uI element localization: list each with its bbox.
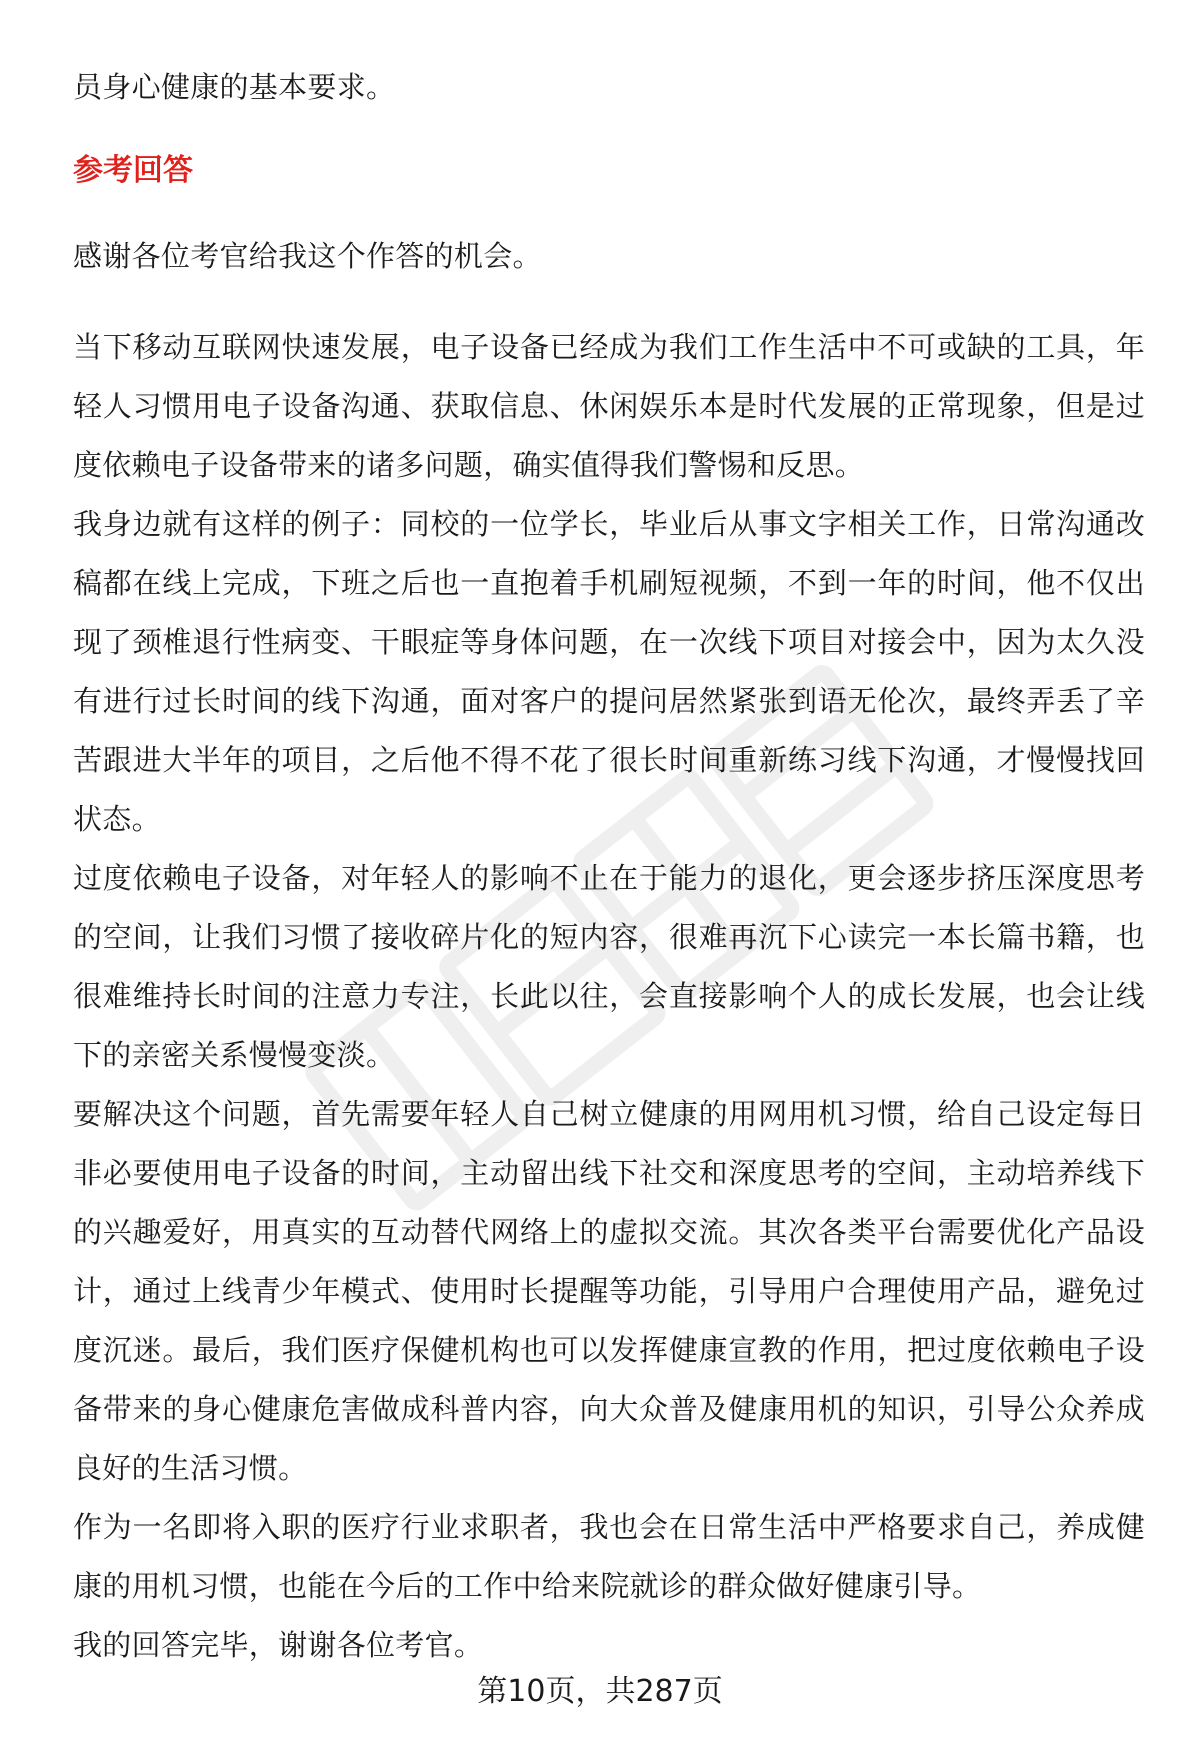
paragraph-greeting: 感谢各位考官给我这个作答的机会。: [73, 239, 542, 273]
section-heading: 参考回答: [73, 153, 193, 188]
intro-fragment: 员身心健康的基本要求。: [73, 70, 396, 104]
paragraph-background: 当下移动互联网快速发展，电子设备已经成为我们工作生活中不可或缺的工具，年轻人习惯用电子设备沟通、获取信息、休闲娱乐本是时代发展的正常现象，但是过度依赖电子设备带来的诸多问题，确实值得我们警惕和反思。: [73, 330, 1145, 482]
document-body: [73, 58, 1145, 1675]
paragraph-commitment: 作为一名即将入职的医疗行业求职者，我也会在日常生活中严格要求自己，养成健康的用机习惯，也能在今后的工作中给来院就诊的群众做好健康引导。: [73, 1510, 1145, 1603]
page-number: 第10页，共287页: [477, 1674, 723, 1709]
paragraph-example: 我身边就有这样的例子：同校的一位学长，毕业后从事文字相关工作，日常沟通改稿都在线上完成，下班之后也一直抱着手机刷短视频，不到一年的时间，他不仅出现了颈椎退行性病变、干眼症等身体问题，在一次线下项目对接会中，因为太久没有进行过长时间的线下沟通，面对客户的提问居然紧张到语无伦次，最终弄丢了辛苦跟进大半年的项目，之后他不得不花了很长时间重新练习线下沟通，才慢慢找回状态。: [73, 507, 1145, 836]
paragraph-closing: 我的回答完毕，谢谢各位考官。: [73, 1628, 484, 1662]
paragraph-impact: 过度依赖电子设备，对年轻人的影响不止在于能力的退化，更会逐步挤压深度思考的空间，让我们习惯了接收碎片化的短内容，很难再沉下心读完一本长篇书籍，也很难维持长时间的注意力专注，长此以往，会直接影响个人的成长发展，也会让线下的亲密关系慢慢变淡。: [73, 861, 1145, 1072]
paragraph-solution: 要解决这个问题，首先需要年轻人自己树立健康的用网用机习惯，给自己设定每日非必要使用电子设备的时间，主动留出线下社交和深度思考的空间，主动培养线下的兴趣爱好，用真实的互动替代网络上的虚拟交流。其次各类平台需要优化产品设计，通过上线青少年模式、使用时长提醒等功能，引导用户合理使用产品，避免过度沉迷。最后，我们医疗保健机构也可以发挥健康宣教的作用，把过度依赖电子设备带来的身心健康危害做成科普内容，向大众普及健康用机的知识，引导公众养成良好的生活习惯。: [73, 1097, 1145, 1485]
